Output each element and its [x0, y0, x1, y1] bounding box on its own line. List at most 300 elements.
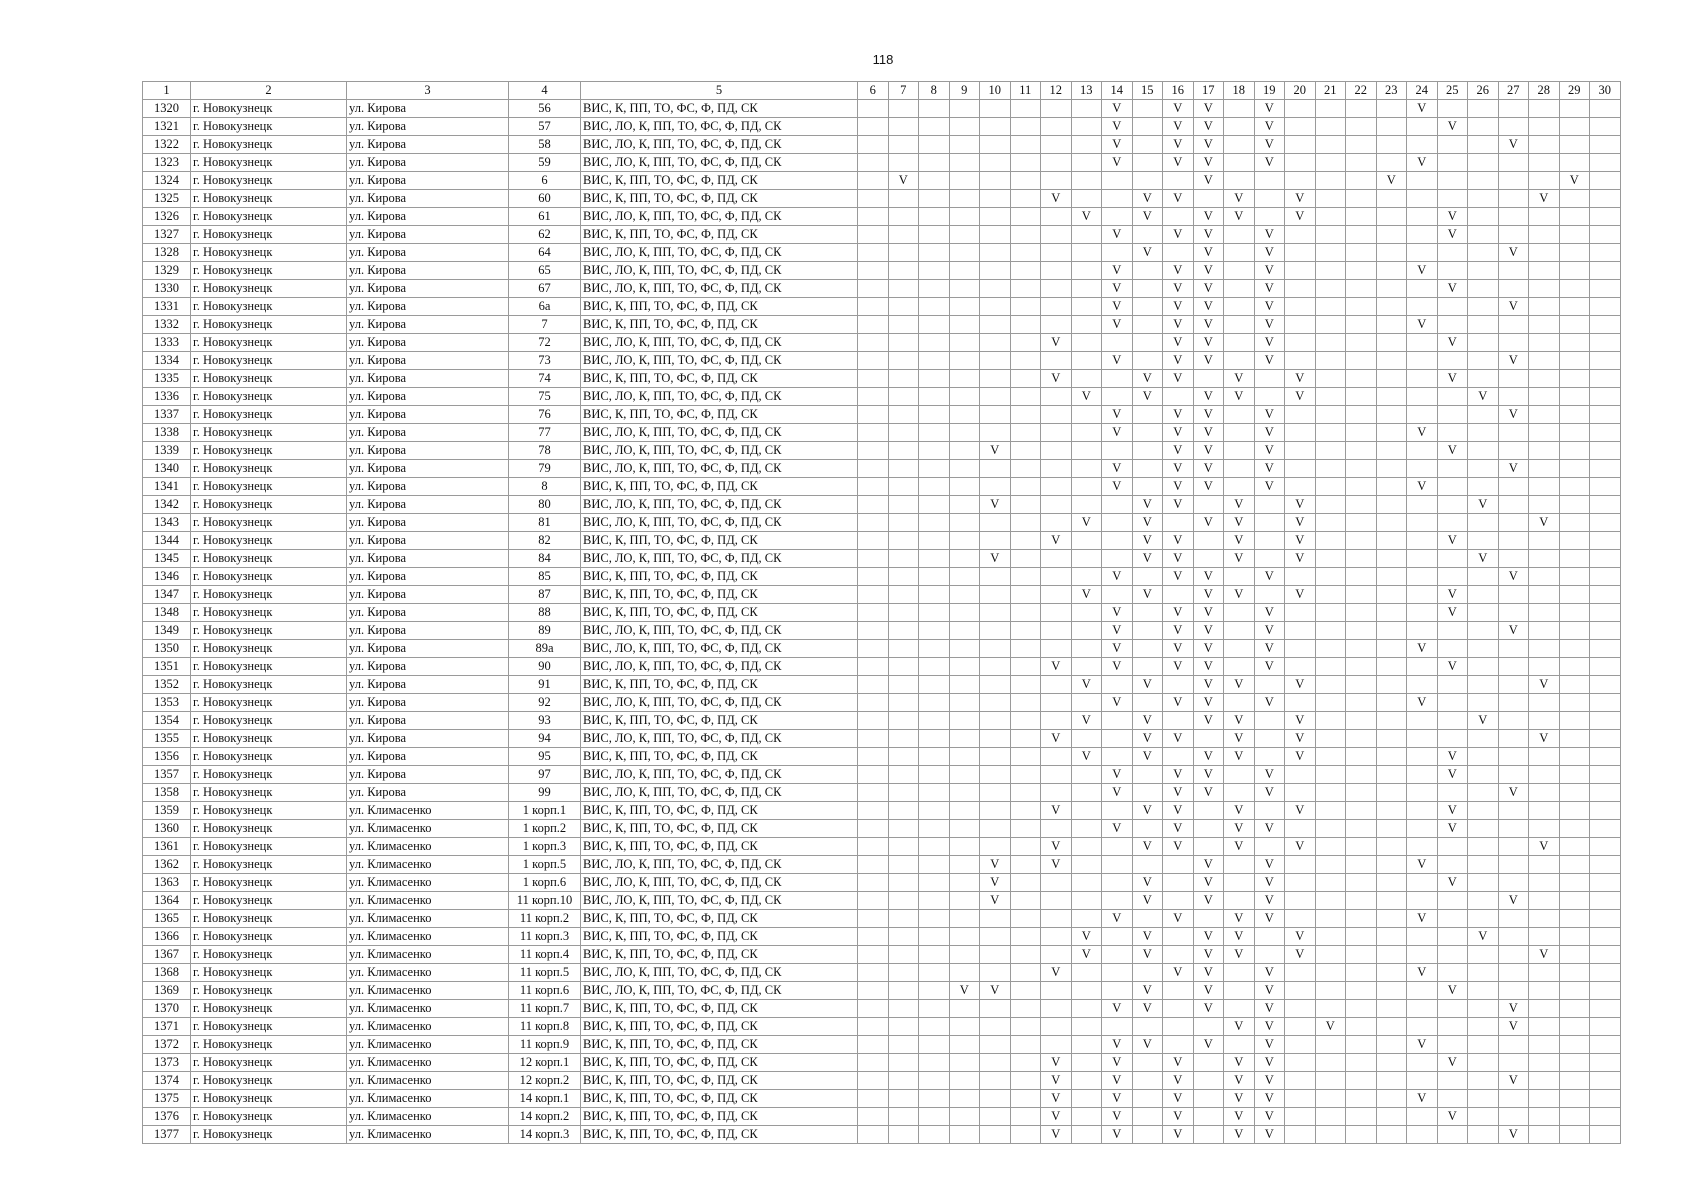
empty-cell [1468, 334, 1499, 352]
house-cell: 11 корп.6 [509, 982, 581, 1000]
empty-cell [919, 532, 950, 550]
empty-cell [1559, 568, 1590, 586]
table-row [143, 226, 1621, 244]
empty-cell [1102, 712, 1133, 730]
empty-cell [1498, 946, 1529, 964]
empty-cell [1529, 172, 1560, 190]
mark-cell: V [1193, 982, 1224, 1000]
street-cell: ул. Кирова [347, 244, 509, 262]
empty-cell [1529, 928, 1560, 946]
mark-cell: V [1102, 820, 1133, 838]
empty-cell [1132, 100, 1163, 118]
mark-cell: V [1132, 190, 1163, 208]
empty-cell [1529, 874, 1560, 892]
empty-cell [1529, 1018, 1560, 1036]
empty-cell [1346, 154, 1377, 172]
empty-cell [1559, 604, 1590, 622]
empty-cell [1529, 208, 1560, 226]
empty-cell [858, 514, 889, 532]
empty-cell [888, 766, 919, 784]
mark-cell: V [1041, 532, 1072, 550]
empty-cell [1468, 802, 1499, 820]
empty-cell [1346, 172, 1377, 190]
table-row [143, 172, 1621, 190]
empty-cell [949, 838, 980, 856]
house-cell: 12 корп.2 [509, 1072, 581, 1090]
empty-cell [980, 586, 1011, 604]
mark-cell: V [1193, 118, 1224, 136]
city-cell: г. Новокузнецк [191, 586, 347, 604]
mark-cell: V [1132, 514, 1163, 532]
mark-cell: V [1559, 172, 1590, 190]
empty-cell [888, 514, 919, 532]
empty-cell [1102, 982, 1133, 1000]
row-number-cell: 1368 [143, 964, 191, 982]
empty-cell [1590, 352, 1621, 370]
empty-cell [1224, 964, 1255, 982]
empty-cell [1468, 604, 1499, 622]
row-number-cell: 1337 [143, 406, 191, 424]
empty-cell [1559, 1090, 1590, 1108]
empty-cell [1498, 388, 1529, 406]
empty-cell [1315, 118, 1346, 136]
mark-cell: V [1193, 856, 1224, 874]
table-row [143, 460, 1621, 478]
empty-cell [1468, 1126, 1499, 1144]
empty-cell [858, 190, 889, 208]
works-cell: ВИС, ЛО, К, ПП, ТО, ФС, Ф, ПД, СК [581, 640, 858, 658]
empty-cell [1010, 928, 1041, 946]
table-row [143, 154, 1621, 172]
empty-cell [919, 622, 950, 640]
mark-cell: V [1437, 802, 1468, 820]
mark-cell: V [1163, 424, 1194, 442]
empty-cell [1437, 910, 1468, 928]
empty-cell [1132, 262, 1163, 280]
mark-cell: V [1163, 1054, 1194, 1072]
empty-cell [1102, 190, 1133, 208]
empty-cell [1559, 136, 1590, 154]
mark-cell: V [1224, 514, 1255, 532]
mark-cell: V [1254, 892, 1285, 910]
mark-cell: V [1193, 388, 1224, 406]
column-header-2: 2 [191, 82, 347, 100]
mark-cell: V [1041, 190, 1072, 208]
house-cell: 11 корп.10 [509, 892, 581, 910]
empty-cell [1010, 496, 1041, 514]
mark-cell: V [1102, 226, 1133, 244]
empty-cell [1346, 892, 1377, 910]
empty-cell [1468, 352, 1499, 370]
row-number-cell: 1350 [143, 640, 191, 658]
house-cell: 81 [509, 514, 581, 532]
empty-cell [1376, 1054, 1407, 1072]
empty-cell [980, 1000, 1011, 1018]
street-cell: ул. Кирова [347, 208, 509, 226]
empty-cell [1529, 856, 1560, 874]
empty-cell [1285, 1054, 1316, 1072]
house-cell: 90 [509, 658, 581, 676]
empty-cell [1529, 802, 1560, 820]
empty-cell [949, 1072, 980, 1090]
empty-cell [1346, 1090, 1377, 1108]
empty-cell [949, 100, 980, 118]
empty-cell [1071, 370, 1102, 388]
empty-cell [1376, 334, 1407, 352]
empty-cell [980, 946, 1011, 964]
empty-cell [1285, 478, 1316, 496]
works-cell: ВИС, ЛО, К, ПП, ТО, ФС, Ф, ПД, СК [581, 262, 858, 280]
mark-cell: V [1163, 190, 1194, 208]
empty-cell [919, 586, 950, 604]
table-row [143, 190, 1621, 208]
empty-cell [1468, 640, 1499, 658]
works-cell: ВИС, К, ПП, ТО, ФС, Ф, ПД, СК [581, 100, 858, 118]
empty-cell [1407, 172, 1438, 190]
empty-cell [1315, 748, 1346, 766]
mark-cell: V [1163, 820, 1194, 838]
mark-cell: V [1285, 532, 1316, 550]
empty-cell [1041, 712, 1072, 730]
mark-cell: V [1163, 136, 1194, 154]
empty-cell [1163, 586, 1194, 604]
empty-cell [1315, 334, 1346, 352]
row-number-cell: 1365 [143, 910, 191, 928]
empty-cell [1132, 118, 1163, 136]
empty-cell [1071, 892, 1102, 910]
empty-cell [1193, 802, 1224, 820]
empty-cell [1163, 1000, 1194, 1018]
mark-cell: V [1041, 658, 1072, 676]
empty-cell [1346, 1036, 1377, 1054]
empty-cell [858, 640, 889, 658]
empty-cell [919, 442, 950, 460]
empty-cell [1559, 946, 1590, 964]
empty-cell [1041, 622, 1072, 640]
mark-cell: V [1254, 442, 1285, 460]
mark-cell: V [1163, 406, 1194, 424]
mark-cell: V [1193, 226, 1224, 244]
empty-cell [1010, 658, 1041, 676]
house-cell: 64 [509, 244, 581, 262]
mark-cell: V [1437, 766, 1468, 784]
street-cell: ул. Кирова [347, 694, 509, 712]
city-cell: г. Новокузнецк [191, 298, 347, 316]
empty-cell [1468, 208, 1499, 226]
empty-cell [1590, 388, 1621, 406]
empty-cell [919, 1090, 950, 1108]
empty-cell [1041, 100, 1072, 118]
mark-cell: V [1071, 388, 1102, 406]
street-cell: ул. Кирова [347, 622, 509, 640]
empty-cell [1376, 208, 1407, 226]
table-row [143, 1054, 1621, 1072]
empty-cell [1559, 388, 1590, 406]
mark-cell: V [1163, 766, 1194, 784]
empty-cell [1010, 1000, 1041, 1018]
empty-cell [1559, 730, 1590, 748]
empty-cell [1346, 532, 1377, 550]
house-cell: 79 [509, 460, 581, 478]
mark-cell: V [1102, 316, 1133, 334]
column-header-10: 10 [980, 82, 1011, 100]
empty-cell [949, 586, 980, 604]
empty-cell [1468, 262, 1499, 280]
empty-cell [980, 1090, 1011, 1108]
empty-cell [1010, 478, 1041, 496]
empty-cell [888, 622, 919, 640]
empty-cell [1315, 730, 1346, 748]
empty-cell [1224, 244, 1255, 262]
empty-cell [1315, 676, 1346, 694]
empty-cell [1437, 550, 1468, 568]
empty-cell [1437, 316, 1468, 334]
empty-cell [949, 676, 980, 694]
table-row [143, 298, 1621, 316]
column-header-17: 17 [1193, 82, 1224, 100]
empty-cell [1498, 604, 1529, 622]
empty-cell [888, 460, 919, 478]
empty-cell [1529, 352, 1560, 370]
empty-cell [1346, 136, 1377, 154]
empty-cell [1437, 694, 1468, 712]
empty-cell [1590, 676, 1621, 694]
empty-cell [1315, 640, 1346, 658]
empty-cell [1529, 298, 1560, 316]
mark-cell: V [1163, 496, 1194, 514]
empty-cell [919, 280, 950, 298]
empty-cell [858, 280, 889, 298]
empty-cell [919, 784, 950, 802]
empty-cell [949, 1108, 980, 1126]
empty-cell [1468, 622, 1499, 640]
empty-cell [1041, 874, 1072, 892]
empty-cell [1468, 820, 1499, 838]
empty-cell [919, 928, 950, 946]
empty-cell [1376, 514, 1407, 532]
mark-cell: V [1193, 334, 1224, 352]
mark-cell: V [1254, 982, 1285, 1000]
mark-cell: V [1407, 316, 1438, 334]
empty-cell [1132, 1090, 1163, 1108]
table-row [143, 100, 1621, 118]
mark-cell: V [1163, 280, 1194, 298]
empty-cell [1010, 712, 1041, 730]
empty-cell [980, 406, 1011, 424]
empty-cell [1010, 874, 1041, 892]
empty-cell [919, 172, 950, 190]
works-cell: ВИС, К, ПП, ТО, ФС, Ф, ПД, СК [581, 910, 858, 928]
empty-cell [1437, 388, 1468, 406]
mark-cell: V [1132, 208, 1163, 226]
empty-cell [1285, 766, 1316, 784]
empty-cell [919, 1036, 950, 1054]
empty-cell [1559, 352, 1590, 370]
city-cell: г. Новокузнецк [191, 352, 347, 370]
empty-cell [1102, 172, 1133, 190]
mark-cell: V [1254, 352, 1285, 370]
empty-cell [1285, 1126, 1316, 1144]
empty-cell [1102, 892, 1133, 910]
empty-cell [1376, 838, 1407, 856]
empty-cell [1132, 622, 1163, 640]
empty-cell [888, 856, 919, 874]
empty-cell [1163, 928, 1194, 946]
empty-cell [1102, 370, 1133, 388]
street-cell: ул. Климасенко [347, 1072, 509, 1090]
mark-cell: V [1254, 280, 1285, 298]
empty-cell [1407, 1000, 1438, 1018]
mark-cell: V [1163, 334, 1194, 352]
empty-cell [1437, 946, 1468, 964]
mark-cell: V [1498, 622, 1529, 640]
empty-cell [888, 532, 919, 550]
empty-cell [858, 982, 889, 1000]
mark-cell: V [1193, 946, 1224, 964]
mark-cell: V [1193, 568, 1224, 586]
column-header-15: 15 [1132, 82, 1163, 100]
empty-cell [888, 640, 919, 658]
empty-cell [1285, 280, 1316, 298]
mark-cell: V [1285, 748, 1316, 766]
mark-cell: V [1102, 568, 1133, 586]
empty-cell [1224, 424, 1255, 442]
row-number-cell: 1332 [143, 316, 191, 334]
empty-cell [1559, 424, 1590, 442]
mark-cell: V [1254, 964, 1285, 982]
empty-cell [1285, 172, 1316, 190]
empty-cell [1468, 442, 1499, 460]
empty-cell [949, 928, 980, 946]
house-cell: 84 [509, 550, 581, 568]
table-row [143, 532, 1621, 550]
table-row [143, 406, 1621, 424]
empty-cell [1071, 118, 1102, 136]
empty-cell [949, 550, 980, 568]
empty-cell [1315, 838, 1346, 856]
empty-cell [1529, 964, 1560, 982]
mark-cell: V [1285, 712, 1316, 730]
mark-cell: V [1102, 910, 1133, 928]
mark-cell: V [1193, 208, 1224, 226]
empty-cell [1346, 1018, 1377, 1036]
empty-cell [919, 910, 950, 928]
empty-cell [1590, 226, 1621, 244]
street-cell: ул. Кирова [347, 604, 509, 622]
empty-cell [949, 478, 980, 496]
empty-cell [1010, 352, 1041, 370]
empty-cell [1315, 532, 1346, 550]
mark-cell: V [1285, 388, 1316, 406]
empty-cell [858, 622, 889, 640]
row-number-cell: 1331 [143, 298, 191, 316]
empty-cell [1132, 478, 1163, 496]
works-cell: ВИС, К, ПП, ТО, ФС, Ф, ПД, СК [581, 820, 858, 838]
empty-cell [858, 496, 889, 514]
city-cell: г. Новокузнецк [191, 100, 347, 118]
mark-cell: V [1193, 442, 1224, 460]
empty-cell [1010, 1054, 1041, 1072]
works-cell: ВИС, ЛО, К, ПП, ТО, ФС, Ф, ПД, СК [581, 622, 858, 640]
street-cell: ул. Кирова [347, 514, 509, 532]
mark-cell: V [1132, 712, 1163, 730]
row-number-cell: 1330 [143, 280, 191, 298]
empty-cell [1071, 298, 1102, 316]
empty-cell [1590, 730, 1621, 748]
mark-cell: V [1254, 1054, 1285, 1072]
empty-cell [1041, 514, 1072, 532]
mark-cell: V [1193, 280, 1224, 298]
works-cell: ВИС, ЛО, К, ПП, ТО, ФС, Ф, ПД, СК [581, 856, 858, 874]
empty-cell [1071, 568, 1102, 586]
empty-cell [1559, 640, 1590, 658]
empty-cell [1468, 514, 1499, 532]
empty-cell [1559, 1018, 1590, 1036]
works-cell: ВИС, ЛО, К, ПП, ТО, ФС, Ф, ПД, СК [581, 244, 858, 262]
empty-cell [1376, 910, 1407, 928]
empty-cell [1407, 946, 1438, 964]
row-number-cell: 1333 [143, 334, 191, 352]
mark-cell: V [1437, 1054, 1468, 1072]
empty-cell [1498, 586, 1529, 604]
empty-cell [1010, 226, 1041, 244]
empty-cell [1559, 334, 1590, 352]
empty-cell [1346, 208, 1377, 226]
empty-cell [1529, 424, 1560, 442]
empty-cell [1529, 784, 1560, 802]
mark-cell: V [1132, 496, 1163, 514]
empty-cell [888, 118, 919, 136]
mark-cell: V [1285, 514, 1316, 532]
empty-cell [1041, 388, 1072, 406]
mark-cell: V [1071, 676, 1102, 694]
empty-cell [888, 262, 919, 280]
empty-cell [1071, 190, 1102, 208]
row-number-cell: 1347 [143, 586, 191, 604]
empty-cell [1346, 334, 1377, 352]
row-number-cell: 1329 [143, 262, 191, 280]
mark-cell: V [1254, 154, 1285, 172]
empty-cell [1071, 1054, 1102, 1072]
empty-cell [1102, 676, 1133, 694]
empty-cell [1315, 460, 1346, 478]
house-cell: 14 корп.2 [509, 1108, 581, 1126]
mark-cell: V [1102, 1072, 1133, 1090]
empty-cell [1163, 982, 1194, 1000]
empty-cell [1346, 658, 1377, 676]
row-number-cell: 1343 [143, 514, 191, 532]
mark-cell: V [1132, 586, 1163, 604]
empty-cell [1407, 892, 1438, 910]
mark-cell: V [1163, 694, 1194, 712]
empty-cell [1071, 478, 1102, 496]
table-row [143, 280, 1621, 298]
mark-cell: V [1163, 460, 1194, 478]
empty-cell [1346, 226, 1377, 244]
empty-cell [1407, 496, 1438, 514]
house-cell: 7 [509, 316, 581, 334]
empty-cell [1498, 532, 1529, 550]
works-cell: ВИС, ЛО, К, ПП, ТО, ФС, Ф, ПД, СК [581, 496, 858, 514]
empty-cell [858, 478, 889, 496]
row-number-cell: 1357 [143, 766, 191, 784]
empty-cell [1498, 874, 1529, 892]
empty-cell [1437, 928, 1468, 946]
empty-cell [1529, 244, 1560, 262]
house-cell: 82 [509, 532, 581, 550]
empty-cell [1132, 154, 1163, 172]
mark-cell: V [1102, 766, 1133, 784]
